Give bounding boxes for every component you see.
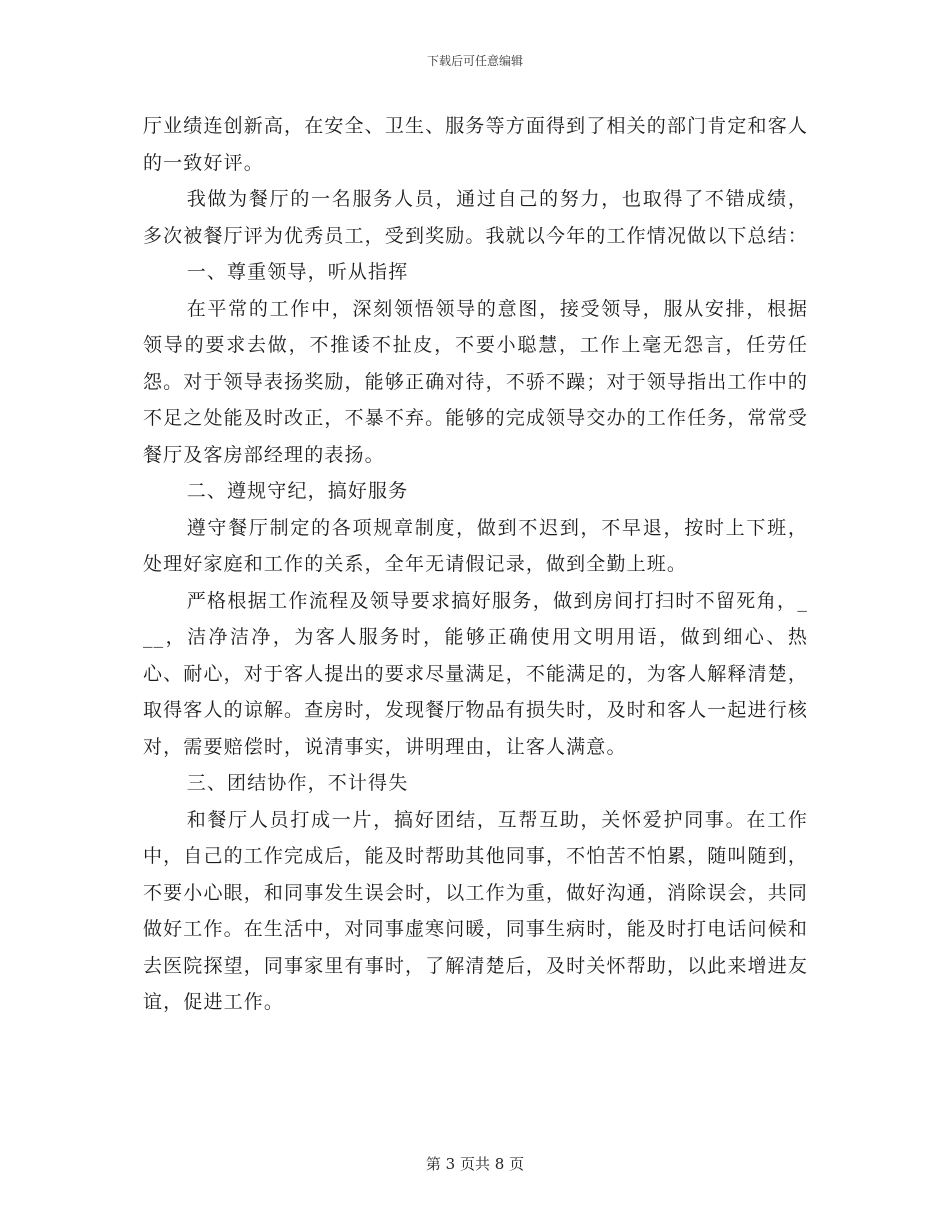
page-footer: 第 3 页共 8 页 <box>425 1155 525 1173</box>
section-heading-1: 一、尊重领导，听从指挥 <box>186 261 409 283</box>
paragraph-intro: 我做为餐厅的一名服务人员，通过自己的努力，也取得了不错成绩，多次被餐厅评为优秀员工，受到奖励。我就以今年的工作情况做以下总结： <box>143 188 808 247</box>
paragraph-section-1: 在平常的工作中，深刻领悟领导的意图，接受领导，服从安排，根据领导的要求去做，不推诿不扯皮，不要小聪慧，工作上毫无怨言，任劳任怨。对于领导表扬奖励，能够正确对待，不骄不躁；对于领导指出工作中的不足之处能及时改正，不暴不弃。能够的完成领导交办的工作任务，常常受餐厅及客房部经理的表扬。 <box>143 297 808 466</box>
section-heading-3: 三、团结协作，不计得失 <box>186 772 409 794</box>
paragraph-section-2a: 遵守餐厅制定的各项规章制度，做到不迟到，不早退，按时上下班，处理好家庭和工作的关系，全年无请假记录，做到全勤上班。 <box>143 516 808 575</box>
paragraph-continued: 厅业绩连创新高，在安全、卫生、服务等方面得到了相关的部门肯定和客人的一致好评。 <box>143 115 808 174</box>
section-heading-2: 二、遵规守纪，搞好服务 <box>186 480 409 502</box>
page-header: 下载后可任意编辑 <box>426 54 523 68</box>
document-body <box>143 108 808 1021</box>
paragraph-section-3: 和餐厅人员打成一片，搞好团结，互帮互助，关怀爱护同事。在工作中，自己的工作完成后，能及时帮助其他同事，不怕苦不怕累，随叫随到，不要小心眼，和同事发生误会时，以工作为重，做好沟通，消除误会，共同做好工作。在生活中，对同事虚寒问暖，同事生病时，能及时打电话问候和去医院探望，同事家里有事时，了解清楚后，及时关怀帮助，以此来增进友谊，促进工作。 <box>143 808 808 1013</box>
paragraph-section-2b: 严格根据工作流程及领导要求搞好服务，做到房间打扫时不留死角，___，洁净洁净，为客人服务时，能够正确使用文明用语，做到细心、热心、耐心，对于客人提出的要求尽量满足，不能满足的，为客人解释清楚，取得客人的谅解。查房时，发现餐厅物品有损失时，及时和客人一起进行核对，需要赔偿时，说清事实，讲明理由，让客人满意。 <box>143 589 808 758</box>
